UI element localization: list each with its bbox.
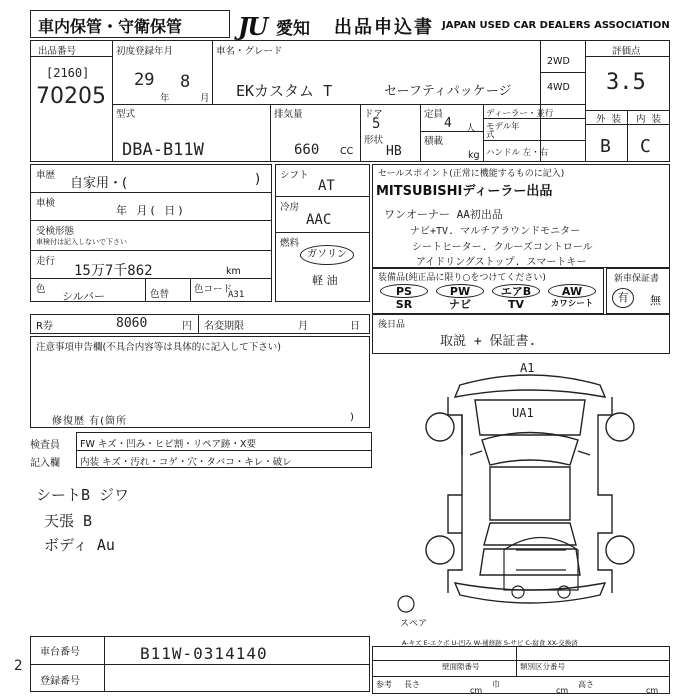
mileage-value: 15万7千862	[74, 263, 153, 279]
divider	[112, 104, 585, 105]
corner-mark: 2	[14, 658, 23, 674]
divider	[516, 646, 517, 676]
divider	[420, 104, 421, 162]
divider	[275, 196, 370, 197]
warranty-no: 無	[650, 294, 661, 307]
damage-legend: A-キズ E-エクボ U-凹み W-補修跡 S-サビ C-腐食 XX-交換済	[402, 639, 578, 647]
equipment-item: カワシート	[550, 299, 594, 309]
receipt-sub: 車検付は記入しないで下さい	[36, 238, 127, 246]
equipment-item: PW	[436, 284, 484, 298]
selling-line-2: ナビ+TV. マルチアラウンドモニター	[410, 226, 581, 237]
equipment-item: SR	[395, 298, 413, 311]
r-ken-label: R券	[36, 321, 53, 332]
load-unit: kg	[468, 150, 480, 161]
logo-aichi: 愛知	[276, 19, 310, 39]
divider	[190, 278, 191, 302]
width-cm: cm	[556, 686, 569, 695]
mileage-unit: km	[226, 266, 241, 277]
displacement-unit: CC	[340, 146, 354, 157]
fuel-gasoline: ガソリン	[307, 249, 347, 260]
storage-title: 車内保管・守衛保管	[38, 17, 183, 36]
declare-label: 注意事項申告欄(不具合内容等は具体的に記入して下さい)	[36, 342, 281, 353]
dealer-label: ディーラー・並行	[486, 109, 554, 119]
divider	[372, 676, 670, 677]
after-items-value: 取説 + 保証書.	[440, 334, 537, 349]
name-change-month: 月	[298, 321, 308, 332]
divider	[270, 104, 271, 162]
exterior-interior-label: 外装 内装	[596, 114, 668, 125]
color-code-value: A31	[228, 290, 245, 300]
selling-line-3: シートヒーター. クルーズコントロール	[412, 242, 593, 253]
fuel-gasoline-circle	[300, 245, 354, 265]
shift-label: シフト	[280, 170, 309, 181]
listing-small-code: [2160]	[46, 66, 90, 80]
shape-label: 形状	[364, 135, 384, 146]
displacement-value: 660	[294, 142, 320, 158]
drive-2wd: 2WD	[547, 56, 570, 67]
mileage-label: 走行	[36, 256, 56, 267]
name-change-label: 名変期限	[204, 321, 244, 332]
history-close: )	[255, 172, 261, 187]
score-label: 評価点	[612, 46, 641, 57]
divider	[483, 104, 484, 162]
color-label: 色	[36, 284, 46, 295]
doors-value: 5	[372, 116, 381, 132]
after-items-label: 後日品	[378, 320, 406, 330]
spare-tire-icon	[396, 594, 416, 614]
selling-line-1: ワンオーナー AA初出品	[384, 208, 503, 221]
history-value: 自家用・(	[70, 176, 128, 191]
drive-4wd: 4WD	[547, 82, 570, 93]
spare-label: スペア	[400, 619, 428, 629]
inspector-label: 検査員	[30, 440, 60, 451]
model-year-label: モデル年式	[486, 122, 520, 140]
type-value: DBA-B11W	[122, 140, 204, 160]
divider	[483, 140, 585, 141]
repair-label: 修復歴 有(箇所	[52, 416, 128, 427]
divider	[198, 314, 199, 334]
grade-name: セーフティパッケージ	[384, 84, 512, 99]
ref-label: 参考	[376, 680, 392, 689]
receipt-label: 受検形態	[36, 226, 75, 237]
fw-row: FW キズ・凹み・ヒビ割・リペア跡・X要	[80, 439, 257, 450]
width-label: 巾	[492, 680, 500, 689]
color-code-label: 色コード	[194, 284, 233, 295]
divider	[104, 636, 105, 692]
color-value: シルバー	[62, 290, 105, 303]
type-label: 型式	[116, 109, 136, 120]
month-unit: 月	[200, 93, 210, 104]
divider	[30, 192, 272, 193]
remark-1: シートB ジワ	[36, 486, 130, 504]
displacement-label: 排気量	[274, 109, 303, 120]
divider	[30, 664, 370, 665]
divider	[30, 220, 272, 221]
remark-2: 天張 B	[44, 512, 93, 530]
interior-grade: C	[640, 136, 651, 157]
listing-number: 70205	[36, 84, 106, 109]
history-label: 車歴	[36, 170, 56, 181]
ac-value: AAC	[306, 212, 332, 228]
chassis-label: 車台番号	[40, 647, 80, 658]
first-reg-month: 8	[180, 72, 191, 92]
fuel-diesel: 軽 油	[312, 274, 338, 287]
form-title: 出品申込書	[334, 17, 434, 38]
first-reg-label: 初度登録年月	[116, 46, 174, 57]
car-side-view	[496, 520, 586, 600]
color-change-label: 色替	[150, 289, 170, 300]
capacity-label: 定員	[424, 109, 444, 120]
fuel-label: 燃料	[280, 238, 300, 249]
divider	[540, 72, 585, 73]
divider	[145, 278, 146, 302]
model-name: EKカスタム T	[236, 82, 333, 100]
wall-label: 壁面隙番号	[442, 662, 480, 671]
divider	[30, 250, 272, 251]
divider	[585, 40, 586, 162]
exterior-grade: B	[600, 136, 611, 157]
damage-mark-front: A1	[520, 361, 535, 375]
equipment-item: ナビ	[449, 298, 471, 311]
equipment-label: 装備品(純正品に限り○をつけてください)	[378, 273, 546, 283]
first-reg-year: 29	[134, 70, 155, 90]
length-label: 長さ	[404, 680, 420, 689]
capacity-unit: 人	[466, 123, 476, 134]
doors-label: ドア	[364, 109, 383, 120]
equipment-item: AW	[548, 284, 596, 298]
warranty-yes: 有	[617, 291, 629, 304]
handle-label: ハンドル 左・右	[486, 148, 549, 158]
interior-row: 内装 キズ・汚れ・コゲ・穴・タバコ・キレ・破レ	[80, 457, 292, 468]
divider	[360, 104, 361, 162]
ac-label: 冷房	[280, 202, 300, 213]
entry-label: 記入欄	[30, 458, 60, 469]
chassis-value: B11W-0314140	[140, 644, 268, 663]
divider	[275, 232, 370, 233]
remark-3: ボディ Au	[44, 536, 115, 554]
divider	[540, 40, 541, 162]
load-label: 積載	[424, 136, 444, 147]
dealer-banner: MITSUBISHIディーラー出品	[376, 184, 553, 199]
r-ken-value: 8060	[116, 316, 148, 331]
selling-line-4: アイドリングストップ. スマートキー	[416, 257, 587, 268]
shift-value: AT	[318, 178, 335, 194]
height-label: 高さ	[578, 680, 594, 689]
fees-row	[30, 314, 370, 334]
reg-label: 登録番号	[40, 676, 80, 687]
ju-logo: JU	[238, 12, 267, 41]
yen-unit: 円	[182, 321, 192, 332]
selling-points-label: セールスポイント(正常に機能するものに記入)	[378, 169, 565, 179]
warranty-label: 新車保証書	[614, 274, 660, 284]
model-grade-label: 車名・グレード	[216, 46, 283, 57]
listing-number-label: 出品番号	[38, 46, 77, 57]
name-change-day: 日	[350, 321, 360, 332]
equipment-item: TV	[507, 298, 525, 311]
length-cm: cm	[470, 686, 483, 695]
shaken-value: 年 月( 日)	[116, 204, 186, 217]
damage-mark-roof: UA1	[512, 406, 534, 420]
class-label: 類別区分番号	[520, 662, 565, 671]
repair-close: )	[350, 412, 354, 423]
shape-value: HB	[386, 144, 402, 159]
shaken-label: 車検	[36, 198, 56, 209]
equipment-item: エアB	[492, 284, 540, 298]
equipment-item: PS	[380, 284, 428, 298]
warranty-yes-circle	[612, 288, 634, 308]
score-value: 3.5	[606, 70, 646, 95]
divider	[112, 40, 113, 162]
height-cm: cm	[646, 686, 659, 695]
divider	[76, 450, 372, 451]
divider	[212, 40, 213, 104]
year-unit: 年	[160, 93, 170, 104]
association-name: JAPAN USED CAR DEALERS ASSOCIATION	[442, 20, 670, 31]
capacity-value: 4	[444, 116, 452, 131]
